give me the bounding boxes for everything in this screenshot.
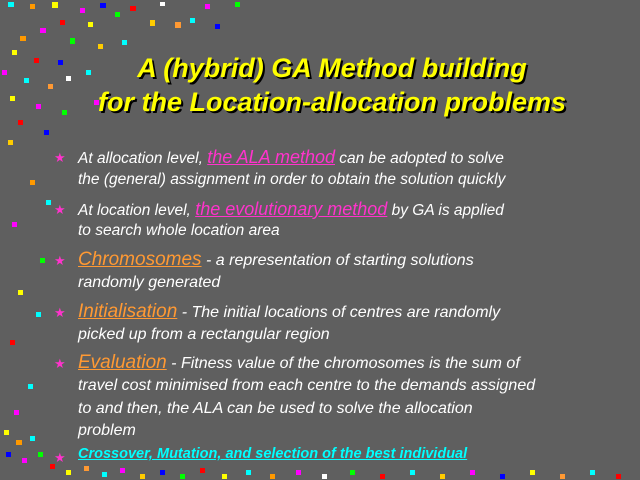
bullet-1-line-1 bbox=[78, 147, 504, 168]
bullet-4-text: - The initial locations of centres are randomly bbox=[177, 304, 501, 321]
bullet-4-line-2: picked up from a rectangular region bbox=[78, 326, 330, 343]
bullet-5-line-2: travel cost minimised from each centre to the demands assigned bbox=[78, 377, 536, 394]
bullet-5-text: - Fitness value of the chromosomes is the sum of bbox=[166, 355, 520, 372]
evolutionary-method-link[interactable]: the evolutionary method bbox=[195, 199, 388, 219]
bullet-2-text-post: by GA is applied bbox=[387, 202, 504, 219]
star-bullet-icon: ★ bbox=[54, 202, 66, 217]
star-bullet-icon: ★ bbox=[54, 356, 66, 371]
initialisation-link[interactable]: Initialisation bbox=[78, 301, 178, 322]
star-bullet-icon: ★ bbox=[54, 253, 66, 268]
star-bullet-icon: ★ bbox=[54, 150, 66, 165]
bullet-1-line-2: the (general) assignment in order to obtain the solution quickly bbox=[78, 171, 506, 188]
bullet-2-text: At location level, bbox=[78, 202, 196, 219]
slide-title-line-2: for the Location-allocation problems bbox=[97, 87, 567, 117]
crossover-mutation-link[interactable]: Crossover, Mutation, and selection of the best individual bbox=[78, 446, 468, 462]
chromosomes-link[interactable]: Chromosomes bbox=[78, 249, 202, 270]
ala-method-link[interactable]: the ALA method bbox=[207, 147, 335, 167]
evaluation-link[interactable]: Evaluation bbox=[78, 352, 167, 373]
bullet-5-line-4: problem bbox=[78, 422, 136, 439]
slide-title-line-1: A (hybrid) GA Method building bbox=[137, 53, 527, 83]
bullet-3-line-1 bbox=[78, 249, 474, 271]
bullet-5-line-3: to and then, the ALA can be used to solve the allocation bbox=[78, 400, 473, 417]
star-bullet-icon: ★ bbox=[54, 450, 66, 465]
bullet-5-line-1 bbox=[78, 352, 520, 374]
bullet-4-line-1 bbox=[78, 301, 500, 323]
bullet-2-line-2: to search whole location area bbox=[78, 222, 280, 239]
bullet-1-text: At allocation level, bbox=[78, 150, 208, 167]
bullet-3-line-2: randomly generated bbox=[78, 274, 221, 291]
bullet-3-text: - a representation of starting solutions bbox=[201, 252, 474, 269]
bullet-2-line-1 bbox=[78, 199, 504, 220]
confetti-left bbox=[10, 180, 51, 415]
bullet-1-text-post: can be adopted to solve bbox=[335, 150, 504, 167]
star-bullet-icon: ★ bbox=[54, 305, 66, 320]
